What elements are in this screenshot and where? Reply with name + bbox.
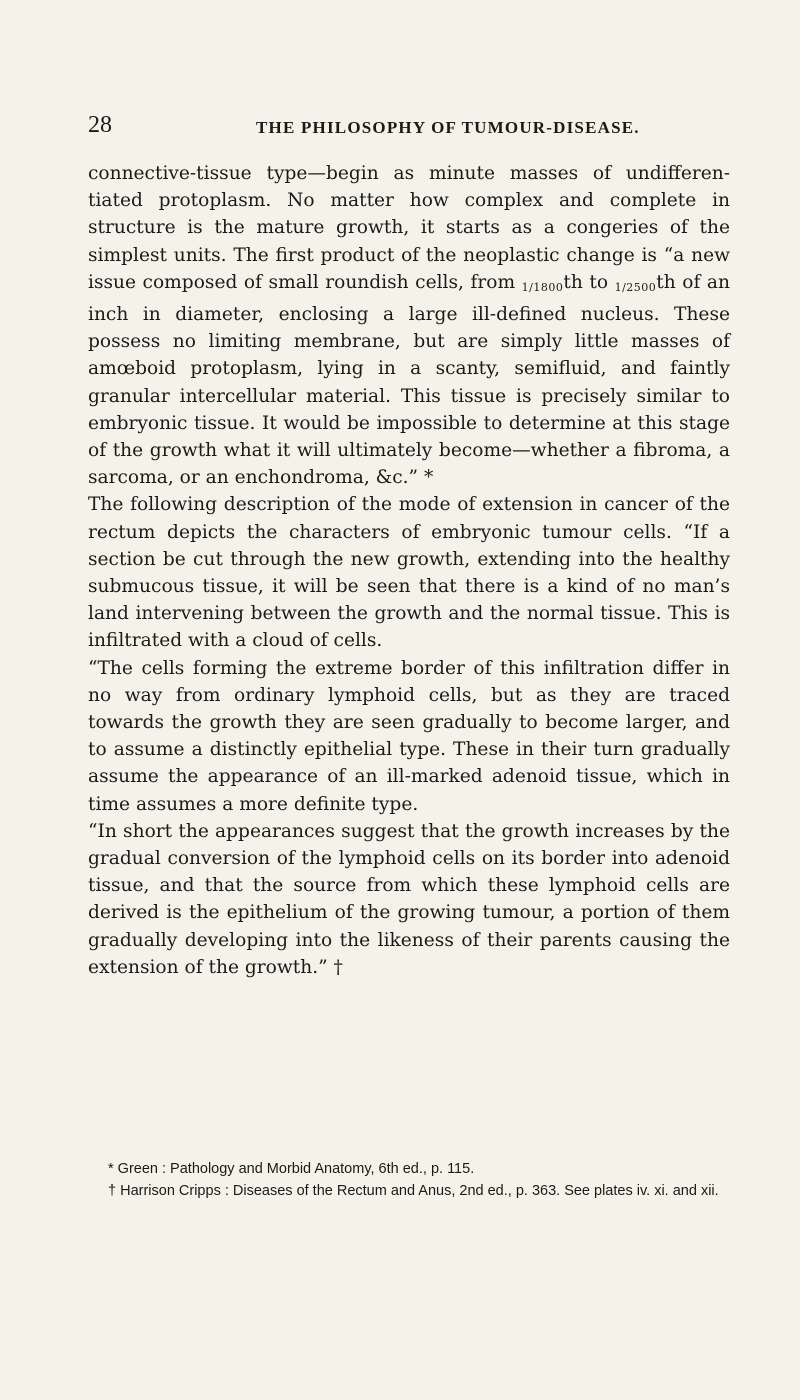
footnote-1: * Green : Pathology and Morbid Anatomy, 6th ed., p. 115. xyxy=(108,1161,475,1177)
footnotes xyxy=(88,1158,730,1202)
paragraph-3: “The cells forming the extreme border of this infiltration differ in no way from ordinary lymphoid cells, but as they are traced towards the growth they are seen gradually to become larger, and to assume a distinctly epithelial type. These in their turn gradually assume the appearance of an ill-marked adenoid tissue, which in time assumes a more definite type. xyxy=(88,657,730,815)
page-number: 28 xyxy=(88,112,112,138)
running-title: THE PHILOSOPHY OF TUMOUR-DISEASE. xyxy=(256,118,640,137)
body-text xyxy=(88,160,730,981)
fraction-1: 1/1800 xyxy=(521,280,564,294)
paragraph-1-part-c: of an inch in diameter, enclosing a large ill-defined nucleus. These possess no limiting membrane, but are simply little masses of amœboid protoplasm, lying in a scanty, semifluid, and faintly granular intercellular material. This tissue is precisely similar to embryonic tissue. It would be impossible to determine at this stage of the growth what it will ultimately become—whether a fibroma, a sarcoma, or an enchondroma, &c.” * xyxy=(88,271,730,489)
footnote-2: † Harrison Cripps : Diseases of the Rectum and Anus, 2nd ed., p. 363. See plates iv. xi. and xii. xyxy=(108,1183,719,1199)
page-header xyxy=(88,112,728,140)
fraction-1-suffix: th xyxy=(563,271,583,293)
paragraph-1-part-a: connective-tissue type—begin as minute masses of undifferen-tiated protoplasm. No matter how complex and complete in structure is the mature growth, it starts as a congeries of the simplest units. The first product of the neoplastic change is “a new issue composed of small roundish cells, from xyxy=(88,163,730,293)
paragraph-2: The following description of the mode of extension in cancer of the rectum depicts the characters of embryonic tumour cells. “If a section be cut through the new growth, extending into the healthy submucous tissue, it will be seen that there is a kind of no man’s land intervening between the growth and the normal tissue. This is infiltrated with a cloud of cells. xyxy=(88,494,730,652)
fraction-2: 1/2500 xyxy=(614,280,657,294)
paragraph-1 xyxy=(88,160,730,491)
paragraph-4: “In short the appearances suggest that the growth increases by the gradual conversion of the lymphoid cells on its border into adenoid tissue, and that the source from which these lymphoid cells are derived is the epithelium of the growing tumour, a portion of them gradually developing into the likeness of their parents causing the extension of the growth.” † xyxy=(88,820,730,978)
paragraph-1-part-b: to xyxy=(582,271,615,293)
fraction-2-suffix: th xyxy=(656,271,676,293)
